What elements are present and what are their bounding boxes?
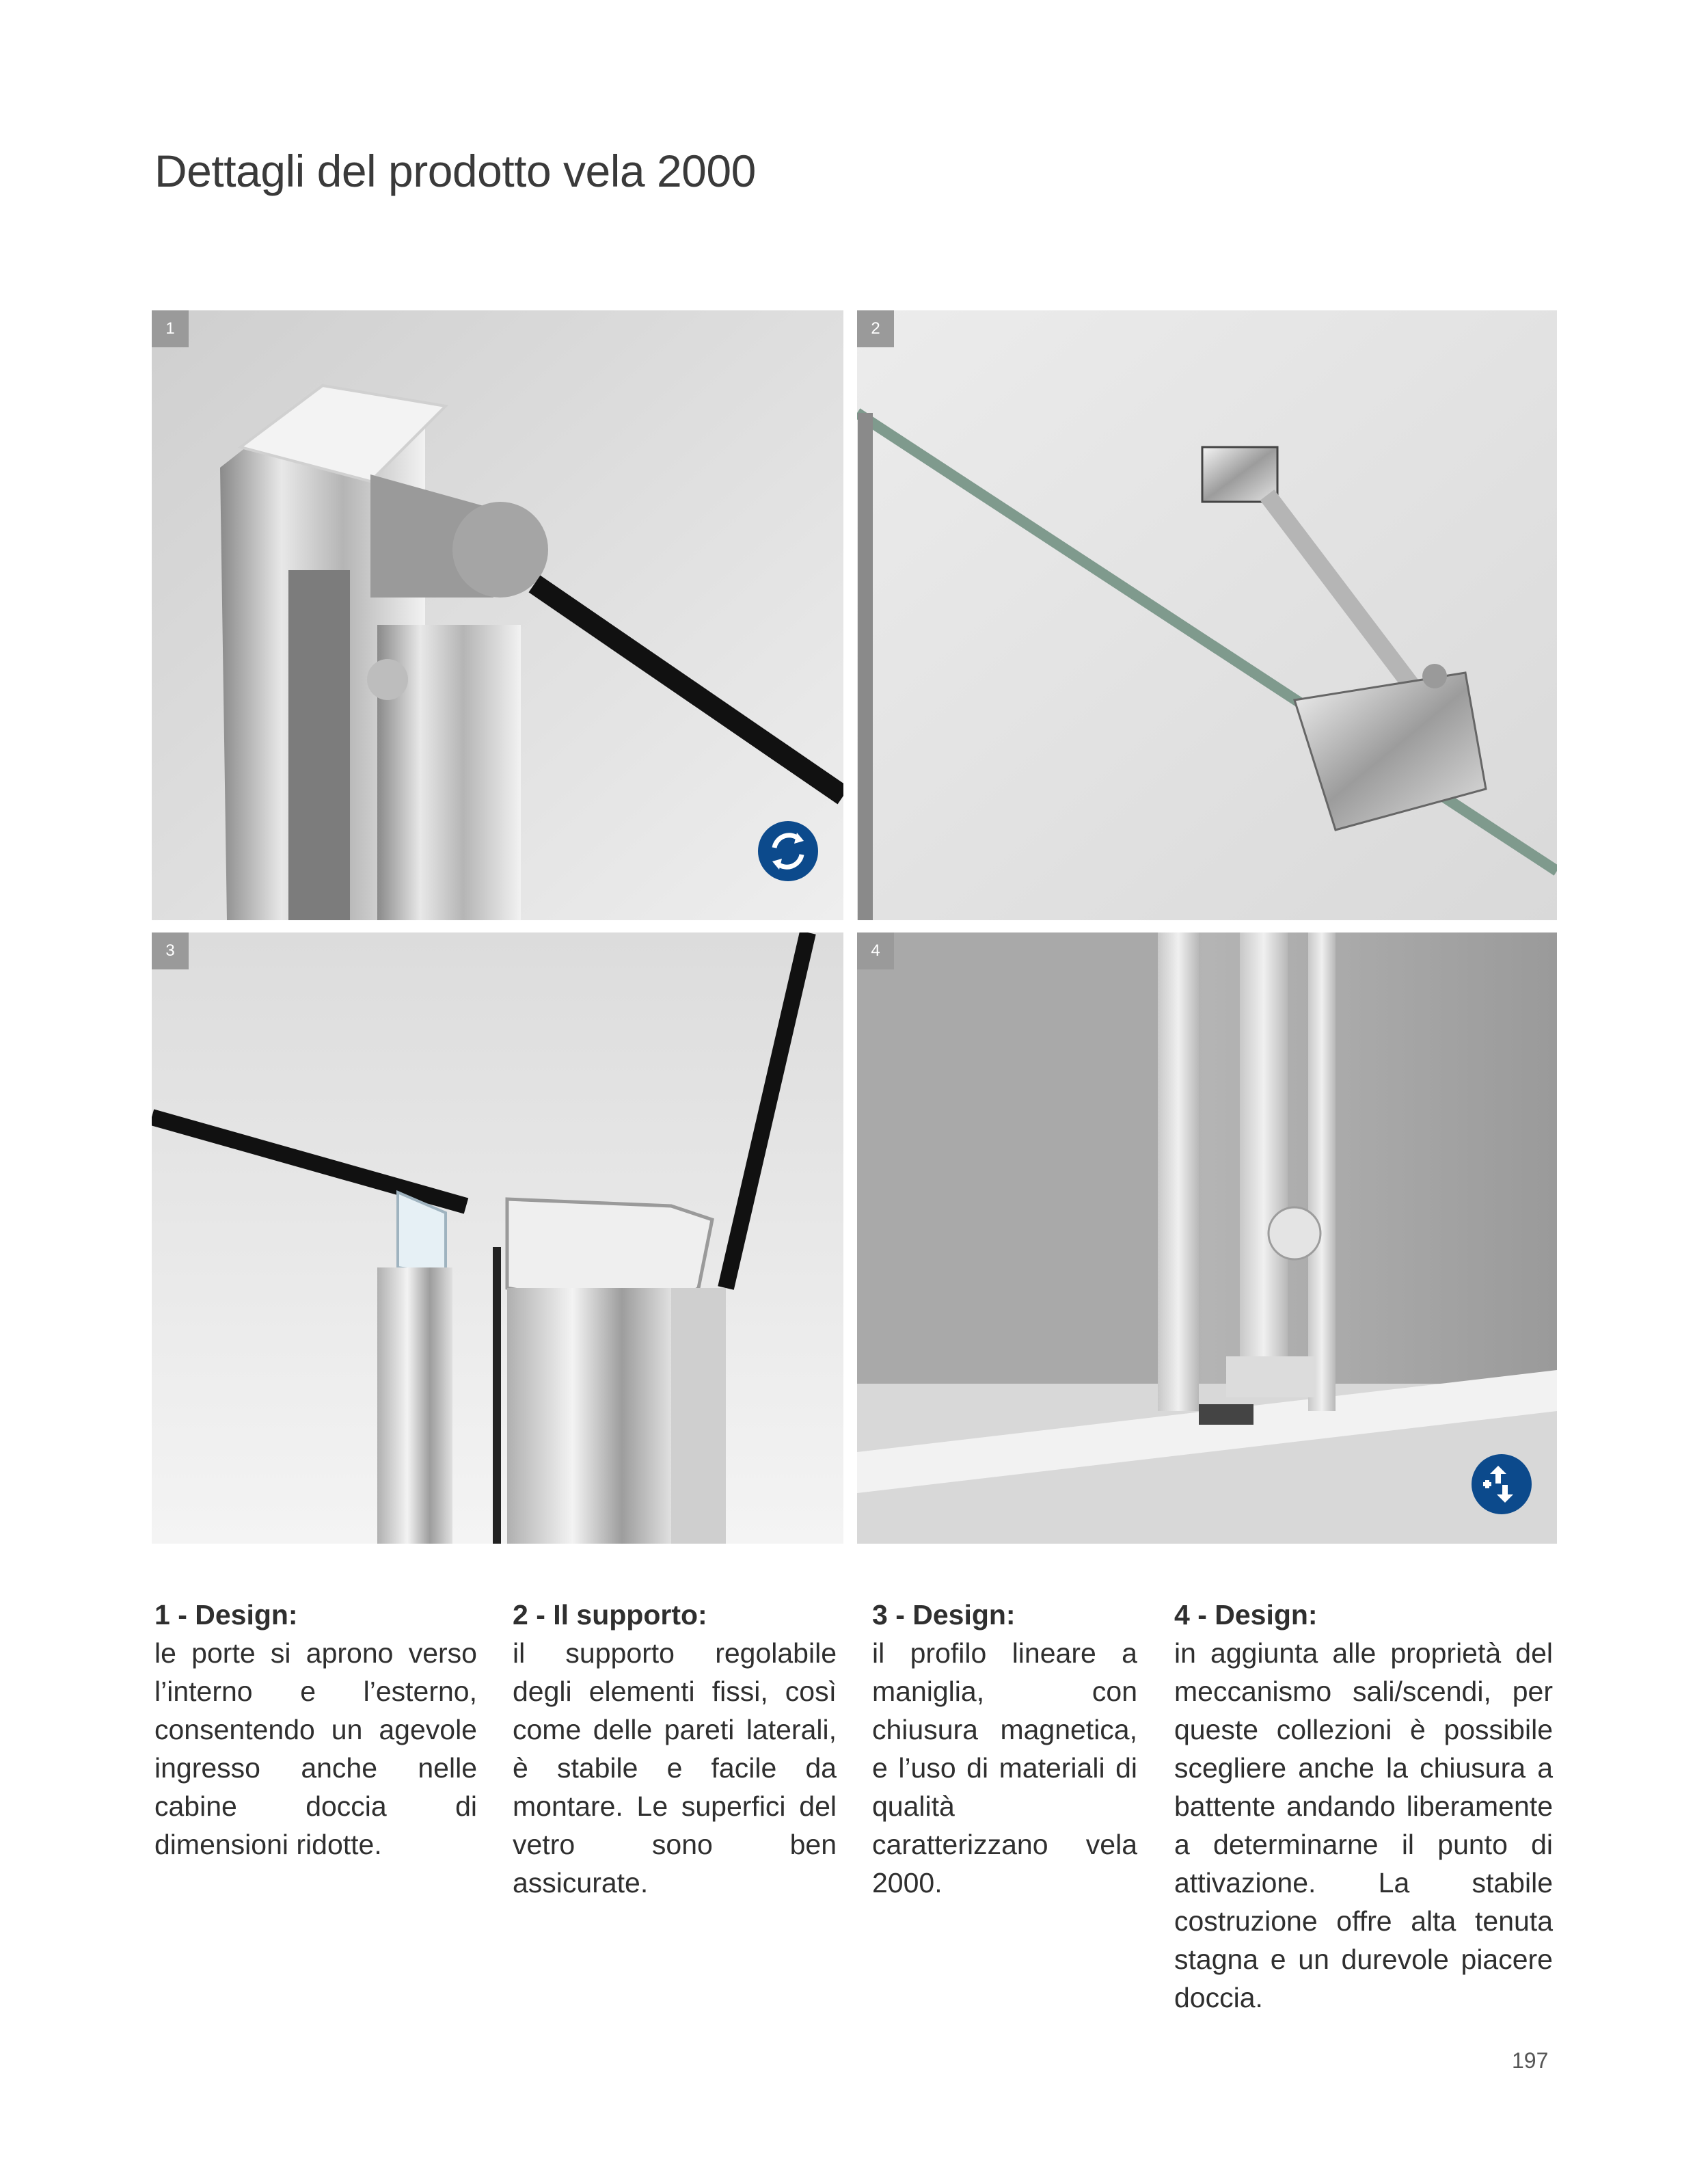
photo-number-badge: 2 [857,310,894,347]
page-number: 197 [1512,2048,1549,2073]
hinge-photo-illustration [152,310,843,920]
photo-number-badge: 4 [857,932,894,969]
section-heading: 4 - Design: [1174,1599,1318,1630]
lift-mechanism-icon [1471,1453,1532,1515]
photo-lift-mechanism [857,932,1557,1544]
section-text: in aggiunta alle proprietà del meccanismo sali/scendi, per queste collezioni è possibile scegliere anche la chiusura a battente andando liberamente a determinarne il punto di attivazione. La stabile costruzione offre alta tenuta stagna e un durevole piacere doccia. [1174,1637,1553,2013]
photo-number-badge: 3 [152,932,189,969]
photo-magnetic-profile [152,932,843,1544]
section-text: il profilo lineare a maniglia, con chiusura magnetica, e l’uso di materiali di qualità caratterizzano vela 2000. [872,1637,1137,1898]
section-heading: 3 - Design: [872,1599,1016,1630]
profile-photo-illustration [152,932,843,1544]
section-design-3 [872,1596,1137,1902]
support-photo-illustration [857,310,1557,920]
section-support [513,1596,837,1902]
section-design-1 [154,1596,477,1864]
section-design-4 [1174,1596,1553,2017]
section-text: il supporto regolabile degli elementi fissi, così come delle pareti laterali, è stabile e facile da montare. Le superfici del vetro sono ben assicurate. [513,1637,837,1898]
photo-support-bracket [857,310,1557,920]
rotate-door-icon [757,820,819,882]
photo-number-badge: 1 [152,310,189,347]
section-text: le porte si aprono verso l’interno e l’esterno, consentendo un agevole ingresso anche nelle cabine doccia di dimensioni ridotte. [154,1637,477,1860]
section-heading: 2 - Il supporto: [513,1599,707,1630]
section-heading: 1 - Design: [154,1599,298,1630]
photo-hinge-detail [152,310,843,920]
page-title: Dettagli del prodotto vela 2000 [154,146,756,196]
mechanism-photo-illustration [857,932,1557,1544]
